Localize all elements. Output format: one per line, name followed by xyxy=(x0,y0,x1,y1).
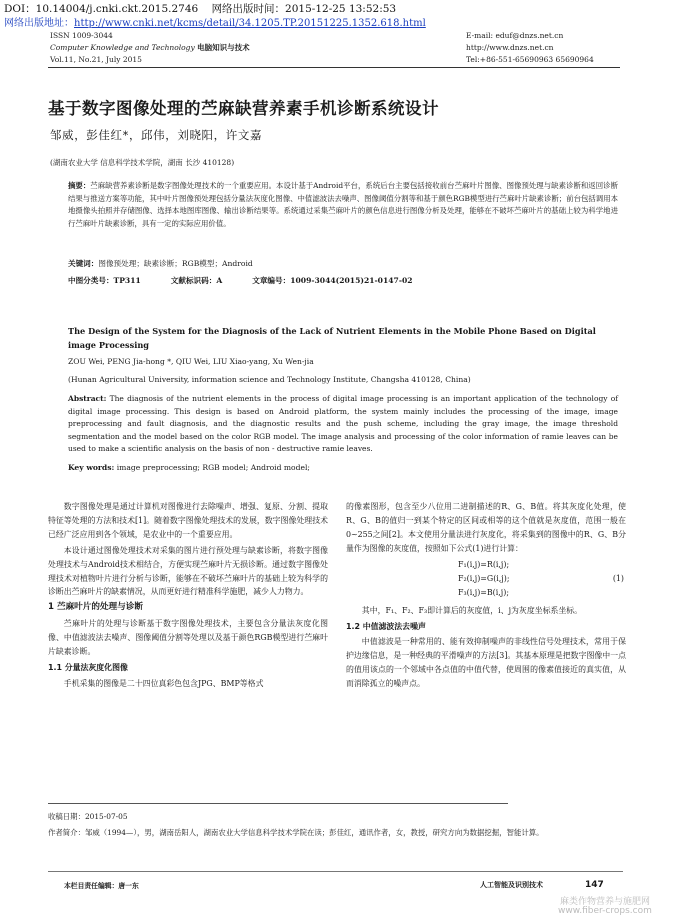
keywords-cn-text: 图像预处理；缺素诊断；RGB模型；Android xyxy=(98,259,253,268)
abstract-cn xyxy=(68,180,618,230)
formula-line: F₂(i,j)=G(i,j); xyxy=(458,573,510,583)
formula-number: (1) xyxy=(612,573,624,583)
body-paragraph: 苎麻叶片的处理与诊断基于数字图像处理技术，主要包含分量法灰度化图像、中值滤波法去噪声、图像阈值分割等处理以及基于颜色RGB模型进行苎麻叶片缺素诊断。 xyxy=(48,619,328,657)
author-bio: 作者简介：邹威（1994—），男，湖南岳阳人，湖南农业大学信息科学技术学院在读；彭佳红，通讯作者，女，教授，研究方向为数据挖掘，智能计算。 xyxy=(48,828,544,837)
affiliation: (湖南农业大学 信息科学技术学院，湖南 长沙 410128) xyxy=(50,158,235,167)
english-abstract-text: The diagnosis of the nutrient elements in the process of digital image processing is an important application of the technology of digital image processing. This design is based on Android platform, the system mainly includes the processing of the image, image preprocessing and fault diagnosis, and the diagnostic results and the push scheme, including the gray image, the image threshold segmentation and the model based on the color RGB model. The image analysis and processing of the color information of ramie leaves can be used to make a scientific analysis on the basis of non - destructive ramie leaves. xyxy=(68,394,619,454)
clc-number: 中图分类号：TP311 xyxy=(68,276,141,285)
volume: Vol.11, No.21, July 2015 xyxy=(50,55,142,64)
abstract-cn-text: 苎麻缺营养素诊断是数字图像处理技术的一个重要应用。本设计基于Android平台，系统后台主要包括接收前台苎麻叶片图像、图像预处理与缺素诊断和返回诊断结果与推送方案等功能，其中叶片图像预处理包括分量法灰度化图像、中值滤波法去噪声、图像阈值分割等和基于颜色RGB模型进行苎麻叶片缺素诊断；前台包括调用本地摄像头拍照并存储图像、选择本地图库图像、输出诊断结果等。系统通过采集苎麻叶片的颜色信息进行图像分析及处理，能够在不破坏苎麻叶片的基础上较为科学地进行苎麻叶片缺素诊断，具有一定的实际应用价值。 xyxy=(68,181,618,228)
article-id: 文章编号：1009-3044(2015)21-0147-02 xyxy=(252,276,413,285)
body-paragraph: 手机采集的图像是二十四位真彩色包含JPG、BMP等格式 xyxy=(63,678,264,688)
english-abstract-label: Abstract: xyxy=(68,394,107,403)
issn: ISSN 1009-3044 xyxy=(50,31,113,40)
english-title: The Design of the System for the Diagnosis of the Lack of Nutrient Elements in the Mobile Phone Based on Digital image Processing xyxy=(68,326,596,350)
section-name: 人工智能及识别技术 xyxy=(480,881,543,889)
abstract-cn-label: 摘要： xyxy=(68,181,91,190)
classification-line xyxy=(68,275,618,286)
subsection-heading: 1.1 分量法灰度化图像 xyxy=(48,662,128,672)
keywords-cn xyxy=(68,258,618,269)
journal-header-left xyxy=(50,30,250,66)
online-publish-line xyxy=(4,14,426,29)
received-date: 收稿日期：2015-07-05 xyxy=(48,812,128,821)
tel: Tel:+86-551-65690963 65690964 xyxy=(466,55,594,64)
doi: DOI：10.14004/j.cnki.ckt.2015.2746 xyxy=(4,3,199,15)
online-time: 网络出版时间：2015-12-25 13:52:53 xyxy=(211,3,397,15)
section-heading: 1 苎麻叶片的处理与诊断 xyxy=(48,602,143,613)
body-paragraph: 其中，F₁、F₂、F₃即计算后的灰度值，i、j为灰度坐标系坐标。 xyxy=(361,605,583,615)
footnote-rule xyxy=(48,803,508,804)
article-title: 基于数字图像处理的苎麻缺营养素手机诊断系统设计 xyxy=(48,99,439,118)
watermark-url: www.fiber-crops.com xyxy=(558,906,652,916)
english-abstract xyxy=(68,393,618,456)
website: http://www.dnzs.net.cn xyxy=(466,43,554,52)
authors: 邹威，彭佳红*，邱伟，刘晓阳，许文嘉 xyxy=(50,128,263,142)
formula-line: F₃(i,j)=B(i,j); xyxy=(458,587,509,597)
body-left-column xyxy=(48,500,328,693)
section-editor: 本栏目责任编辑：唐一东 xyxy=(64,882,139,890)
formula-line: F₁(i,j)=R(i,j); xyxy=(458,559,510,569)
english-authors: ZOU Wei, PENG Jia-hong *, QIU Wei, LIU Xiao-yang, Xu Wen-jia xyxy=(68,357,314,366)
body-paragraph: 本设计通过图像处理技术对采集的图片进行预处理与缺素诊断，将数字图像处理技术与Android技术相结合，方便实现苎麻叶片无损诊断。通过数字图像处理技术对植物叶片进行分析与诊断，能够在不破坏苎麻叶片的基础上较为科学的诊断出苎麻叶片的缺素情况，从而更好进行精准科学施肥，减少人力物力。 xyxy=(48,545,328,597)
subsection-heading: 1.2 中值滤波法去噪声 xyxy=(346,621,426,631)
footer-rule xyxy=(48,871,623,872)
formula-1 xyxy=(346,558,626,602)
english-keywords xyxy=(68,463,310,472)
english-keywords-label: Key words: xyxy=(68,463,115,472)
online-url-label: 网络出版地址： xyxy=(4,18,74,29)
watermark-text: 麻类作物营养与施肥网 xyxy=(560,897,651,907)
body-paragraph: 的像素图形，包含至少八位用二进制描述的R、G、B值。将其灰度化处理，使R、G、B的值归一到某个特定的区间或相等的这个值就是灰度值，范围一般在0~255之间[2]。本文使用分量法进行灰度化，将采集到的图像中的R、G、B分量作为图像的灰度值，按照如下公式(1)进行计算： xyxy=(346,502,626,553)
header-rule xyxy=(48,67,620,68)
journal-name: Computer Knowledge and Technology 电脑知识与技术 xyxy=(50,43,250,52)
email: E-mail: eduf@dnzs.net.cn xyxy=(466,31,564,40)
english-affiliation: (Hunan Agricultural University, information science and Technology Institute, Changsha 410128, China) xyxy=(68,375,471,384)
body-right-column xyxy=(346,500,626,693)
page-number: 147 xyxy=(585,880,604,890)
english-keywords-text: image preprocessing; RGB model; Android model; xyxy=(116,463,310,472)
keywords-cn-label: 关键词： xyxy=(68,259,99,268)
journal-header-right xyxy=(466,30,594,66)
body-paragraph: 中值滤波是一种常用的、能有效抑制噪声的非线性信号处理技术，常用于保护边缘信息，是一种经典的平滑噪声的方法[3]。其基本原理是把数字图像中一点的值用该点的一个邻域中各点值的中值代替，使周围的像素值接近的真实值，从而消除孤立的噪声点。 xyxy=(346,637,626,689)
doc-code: 文献标识码：A xyxy=(170,276,223,285)
body-paragraph: 数字图像处理是通过计算机对图像进行去除噪声、增强、复原、分割、提取特征等处理的方法和技术[1]。随着数字图像处理技术的发展，数字图像处理技术已经广泛应用到各个领域，是农业中的一个重要应用。 xyxy=(48,502,328,539)
online-url-link[interactable]: http://www.cnki.net/kcms/detail/34.1205.TP.20151225.1352.618.html xyxy=(74,18,426,29)
